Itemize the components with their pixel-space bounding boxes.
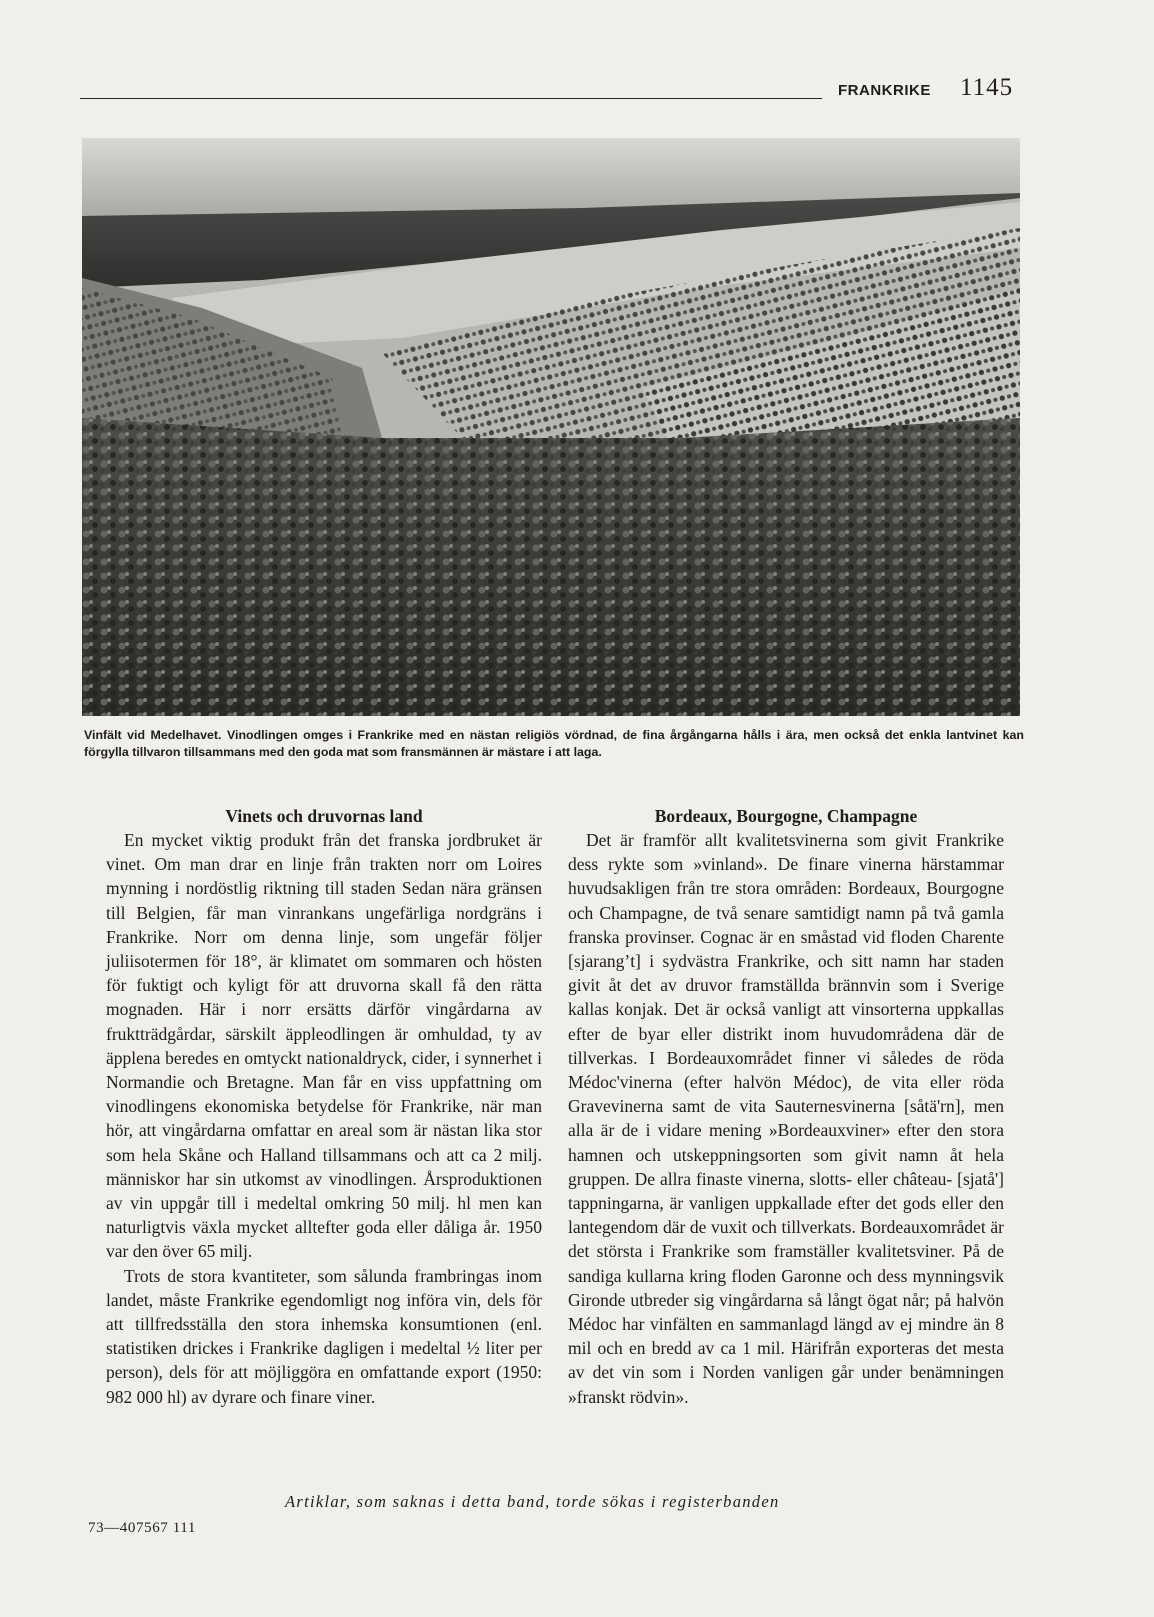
footer-note: Artiklar, som saknas i detta band, torde sökas i registerbanden bbox=[285, 1492, 780, 1511]
caption-text: Vinfält vid Medelhavet. Vinodlingen omges i Frankrike med en nästan religiös vördnad, de fina årgångarna hålls i ära, men också det enkla lantvinet kan förgylla tillvaron tillsammans med den goda mat som fransmännen är mästare i att laga. bbox=[84, 728, 1024, 759]
photo-caption bbox=[84, 727, 1024, 761]
vineyard-landscape-photo bbox=[82, 138, 1020, 716]
page-number: 1145 bbox=[960, 74, 1014, 101]
left-heading: Vinets och druvornas land bbox=[225, 806, 423, 826]
right-paragraph-1: Det är framför allt kvalitetsvinerna som givit Frankrike dess rykte som »vinland». De finare vinerna härstammar huvudsakligen från tre stora områden: Bordeaux, Bourgogne och Champagne, de två senare samtidigt namn på två gamla franska provinser. Cognac är en småstad vid floden Charente [sjarangʼt] i sydvästra Frankrike, och sitt namn har staden givit åt det av druvor framställda brännvin som i Sverige kallas konjak. Det är också vanligt att vinsorterna uppkallas efter de byar eller distrikt inom huvudområdena där de tillverkas. I Bordeauxområdet finner vi således de röda Médoc'vinerna (efter halvön Médoc), de vita eller röda Gravevinerna samt de vita Sauternesvinerna [såtä'rn], men alla är de i vidare mening »Bordeauxviner» efter den stora hamnen och utskeppningsorten som givit namn åt hela gruppen. De allra finaste vinerna, slotts- eller château- [sjatå'] tappningarna, är vanligen uppkallade efter det gods eller den lantegendom där de vuxit och tillverkats. Bordeauxområdet är det största i Frankrike som framställer kvalitetsviner. På de sandiga kullarna kring floden Garonne och dess mynningsvik Gironde utbreder sig vingårdarna så långt ögat når; på halvön Médoc har vinfälten en sammanlagd längd av ej mindre än 8 mil och en bredd av ca 1 mil. Härifrån exporteras det mesta av det vin som i Norden vanligen går under benämningen »franskt rödvin». bbox=[568, 830, 1004, 1407]
left-paragraph-1: En mycket viktig produkt från det franska jordbruket är vinet. Om man drar en linje från trakten norr om Loires mynning i nordöstlig riktning till staden Sedan nära gränsen till Belgien, får man vinrankans ungefärliga nordgräns i Frankrike. Norr om denna linje, som ungefär följer juliisotermen för 18°, är klimatet om sommaren och hösten för fuktigt och kyligt för att druvorna skall få den rätta mognaden. Här i norr ersätts därför vingårdarna av fruktträdgårdar, särskilt äppleodlingen är omhuldad, ty av äpplena beredes en omtyckt nationaldryck, cider, i synnerhet i Normandie och Bretagne. Man får en viss uppfattning om vinodlingens ekonomiska betydelse för Frankrike, när man hör, att vingårdarna omfattar en areal som är nästan lika stor som hela Skåne och Halland tillsammans och att ca 2 milj. människor har sin utkomst av vinodlingen. Årsproduktionen av vin uppgår till i medeltal omkring 50 milj. hl men kan naturligtvis växla mycket alltefter goda eller dåliga år. 1950 var den över 65 milj. bbox=[106, 830, 542, 1262]
vineyard-photo bbox=[82, 138, 1020, 716]
left-column bbox=[106, 804, 542, 1409]
running-head bbox=[80, 74, 1020, 104]
left-paragraph-2: Trots de stora kvantiteter, som sålunda frambringas inom landet, måste Frankrike egendomligt nog införa vin, dels för att tillfredsställa den stora inhemska konsumtionen (enl. statistiken drickes i Frankrike dagligen i medeltal ½ liter per person), dels för att möjliggöra en omfattande export (1950: 982 000 hl) av dyrare och finare viner. bbox=[106, 1265, 542, 1407]
right-heading: Bordeaux, Bourgogne, Champagne bbox=[654, 806, 918, 826]
print-signature: 73—407567 111 bbox=[88, 1520, 196, 1536]
header-rule bbox=[80, 98, 822, 99]
right-column bbox=[568, 804, 1004, 1409]
section-title: FRANKRIKE bbox=[838, 82, 931, 99]
